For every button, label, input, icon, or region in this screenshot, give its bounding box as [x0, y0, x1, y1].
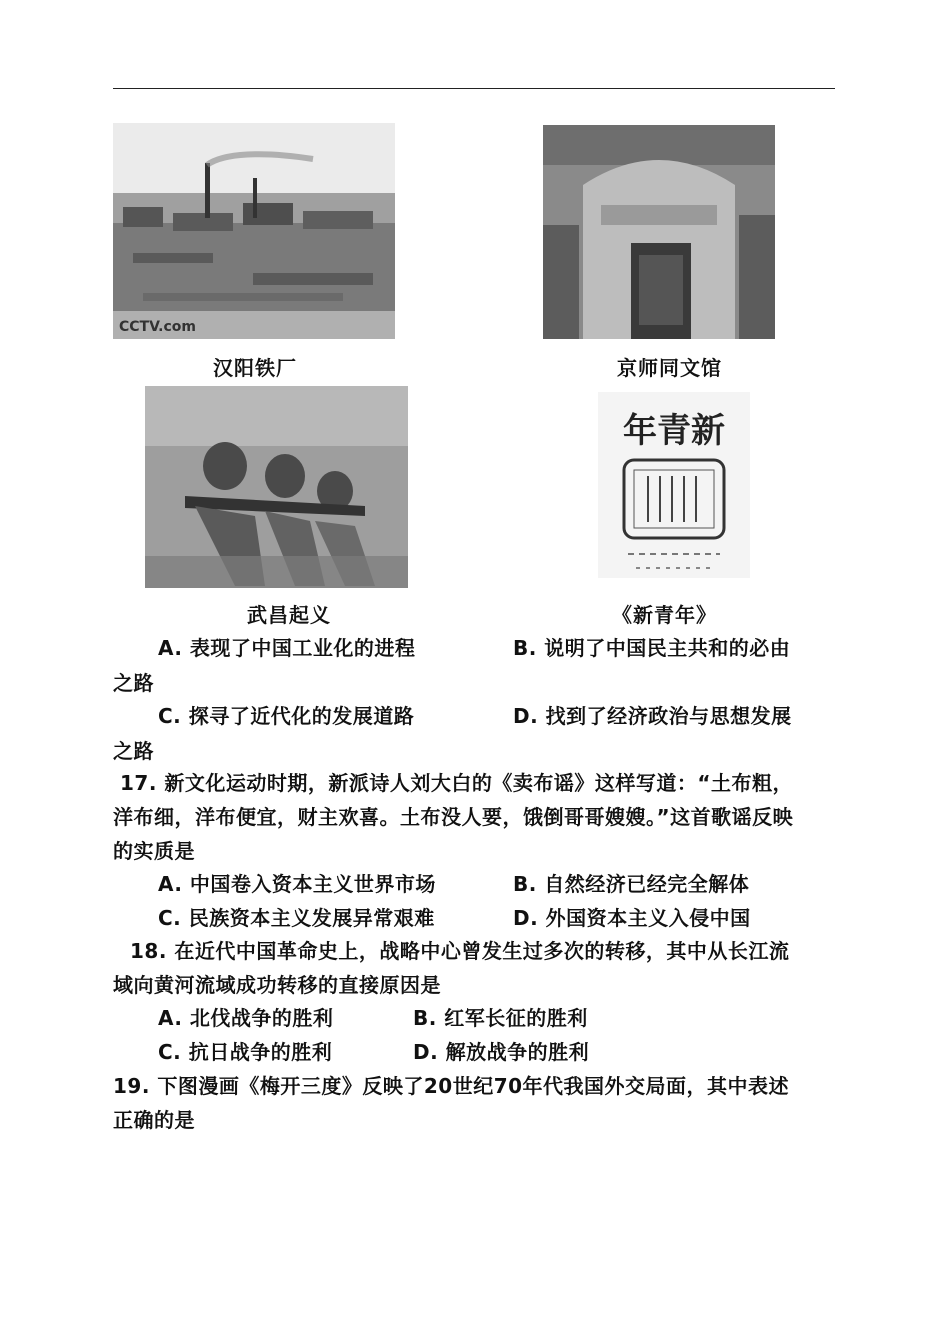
q16-option-d-cont: 之路	[113, 739, 154, 763]
cctv-watermark: CCTV.com	[119, 319, 196, 335]
q19-stem-line1: 19. 下图漫画《梅开三度》反映了20世纪70年代我国外交局面，其中表述	[113, 1074, 790, 1098]
caption-new-youth: 《新青年》	[612, 603, 717, 627]
q16-option-d: D. 找到了经济政治与思想发展	[513, 704, 792, 728]
header-rule	[113, 88, 835, 89]
q17-option-c: C. 民族资本主义发展异常艰难	[158, 906, 435, 930]
cover-title: 年青新	[623, 411, 725, 451]
q17-stem-line2: 洋布细，洋布便宜，财主欢喜。土布没人要，饿倒哥哥嫂嫂。”这首歌谣反映	[113, 805, 794, 829]
q18-stem-line2: 域向黄河流域成功转移的直接原因是	[113, 973, 441, 997]
q18-option-c: C. 抗日战争的胜利	[158, 1040, 333, 1064]
q16-option-a: A. 表现了中国工业化的进程	[158, 636, 416, 660]
q18-option-d: D. 解放战争的胜利	[413, 1040, 590, 1064]
q16-option-c: C. 探寻了近代化的发展道路	[158, 704, 415, 728]
wuchang-uprising-photo	[145, 386, 408, 588]
hanyang-ironworks-photo	[113, 123, 395, 339]
caption-wuchang: 武昌起义	[247, 603, 331, 627]
q18-stem-line1: 18. 在近代中国革命史上，战略中心曾发生过多次的转移，其中从长江流	[130, 939, 790, 963]
q17-stem-line3: 的实质是	[113, 839, 195, 863]
caption-tongwenguan: 京师同文馆	[617, 356, 722, 380]
q17-stem-line1: 17. 新文化运动时期，新派诗人刘大白的《卖布谣》这样写道：“土布粗，	[120, 771, 794, 795]
q18-option-b: B. 红军长征的胜利	[413, 1006, 588, 1030]
q18-option-a: A. 北伐战争的胜利	[158, 1006, 334, 1030]
q17-option-a: A. 中国卷入资本主义世界市场	[158, 872, 436, 896]
q17-option-d: D. 外国资本主义入侵中国	[513, 906, 751, 930]
tongwenguan-photo	[543, 125, 775, 339]
new-youth-cover	[598, 392, 750, 578]
q17-option-b: B. 自然经济已经完全解体	[513, 872, 750, 896]
q16-option-b: B. 说明了中国民主共和的必由	[513, 636, 791, 660]
q16-option-b-cont: 之路	[113, 671, 154, 695]
q19-stem-line2: 正确的是	[113, 1108, 195, 1132]
caption-hanyang: 汉阳铁厂	[213, 356, 297, 380]
